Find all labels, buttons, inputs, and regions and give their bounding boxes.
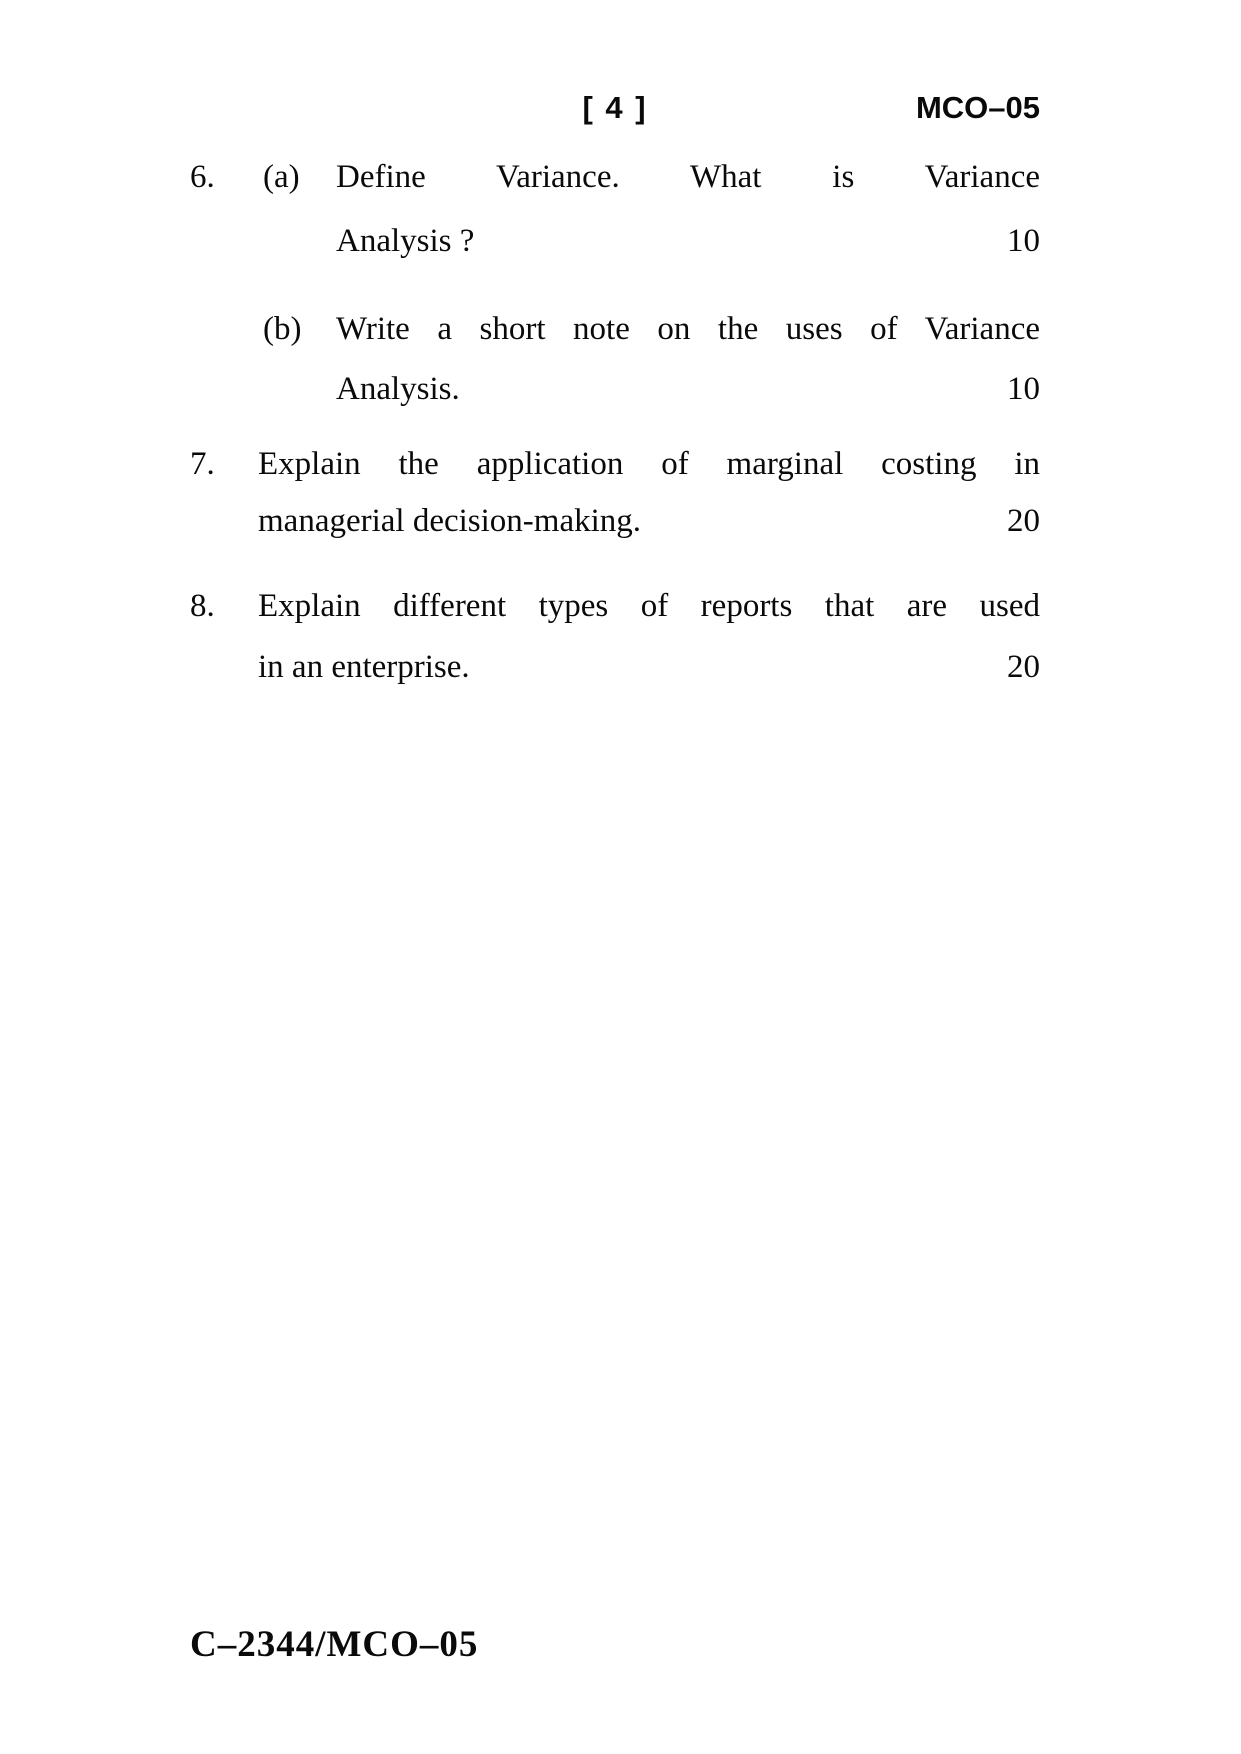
question-text: Define Variance. What is Variance — [336, 159, 1040, 195]
paper-code: C–2344/MCO–05 — [190, 1624, 479, 1665]
question-6b-line-2 — [190, 367, 1040, 411]
question-8-line-2 — [190, 645, 1040, 689]
question-7-line-2 — [190, 499, 1040, 543]
page-header — [190, 88, 1040, 128]
part-label: (b) — [263, 311, 302, 347]
question-text: in an enterprise. — [258, 649, 470, 685]
page-number: [ 4 ] — [582, 90, 648, 125]
question-6a-line-2 — [190, 219, 1040, 263]
marks-value: 10 — [1007, 371, 1040, 407]
marks-value: 10 — [1007, 223, 1040, 259]
part-label: (a) — [263, 159, 300, 195]
question-number: 6. — [190, 159, 215, 195]
question-7-line-1 — [190, 442, 1040, 486]
question-number: 7. — [190, 446, 215, 482]
question-6a-line-1 — [190, 155, 1040, 199]
question-6b-line-1 — [190, 307, 1040, 351]
question-text: Explain different types of reports that are used — [258, 588, 1040, 624]
question-8-line-1 — [190, 584, 1040, 628]
marks-value: 20 — [1007, 503, 1040, 539]
question-number: 8. — [190, 588, 215, 624]
marks-value: 20 — [1007, 649, 1040, 685]
question-text: Write a short note on the uses of Variance — [336, 311, 1040, 347]
question-text: Analysis ? — [336, 223, 475, 259]
question-text: managerial decision-making. — [258, 503, 642, 539]
question-text: Explain the application of marginal costing in — [258, 446, 1040, 482]
question-text: Analysis. — [336, 371, 460, 407]
course-code: MCO–05 — [915, 90, 1040, 125]
